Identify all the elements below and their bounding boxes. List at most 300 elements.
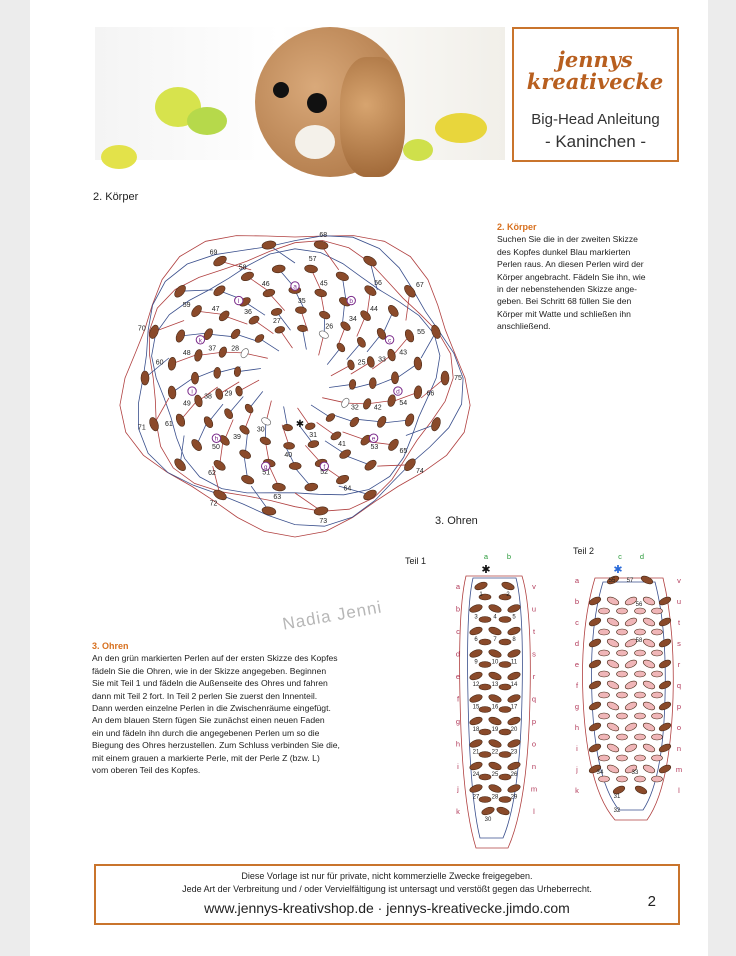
- ear-bead: [599, 608, 610, 614]
- ears-side-heading: 3. Ohren: [92, 641, 129, 651]
- ear-bead: [640, 574, 654, 585]
- bead-number: 55: [417, 329, 425, 337]
- body-bead: [391, 372, 398, 384]
- body-line: anschließend.: [497, 321, 551, 332]
- bead-number: 55: [608, 578, 616, 584]
- ear-right-letter: u: [676, 597, 682, 606]
- ear-bead: [635, 755, 646, 761]
- ear-bead: [599, 650, 610, 656]
- ear-bead: [588, 742, 602, 753]
- bead-number: 64: [343, 485, 352, 493]
- logo: [520, 49, 670, 93]
- ear-bead: [479, 662, 491, 668]
- ear-bead: [652, 776, 663, 782]
- ear-bead: [469, 716, 483, 727]
- ear-bead: [634, 784, 648, 795]
- body-bead: [338, 448, 352, 460]
- bead-number: 54: [399, 400, 408, 408]
- ears-instructions: [92, 640, 412, 776]
- ear-bead: [469, 626, 483, 637]
- ear-bead: [499, 797, 511, 803]
- ear-right-letter: n: [531, 762, 537, 771]
- ear-bead: [588, 679, 602, 690]
- ear-bead: [499, 662, 511, 668]
- bead-number: 66: [426, 390, 435, 398]
- ear-bead: [507, 738, 521, 749]
- bead-number: 38: [204, 393, 212, 401]
- bead-number: 57: [626, 578, 634, 584]
- body-line: in der nebenstehenden Skizze ange-: [497, 284, 637, 295]
- bead-number: 61: [165, 420, 173, 428]
- body-bead: [335, 270, 350, 282]
- bead-number: 13: [491, 682, 499, 688]
- subtitle: Big-Head Anleitung: [531, 111, 660, 128]
- bead-number: 49: [182, 400, 191, 408]
- ear-left-letter: k: [456, 807, 460, 816]
- body-bead: [349, 379, 357, 390]
- letter-marker-label: c: [387, 337, 392, 345]
- body-line: Körper angebracht. Fädeln Sie ihn, wie: [497, 271, 646, 282]
- ear-bead: [588, 721, 602, 732]
- ear-bead: [624, 658, 638, 669]
- body-bead: [259, 436, 272, 446]
- bead-number: 7: [493, 637, 497, 643]
- ears-line: Sie mit Teil 1 und fädeln die Außenseite des Ohres und fahren: [92, 678, 328, 689]
- ear-bead: [652, 755, 663, 761]
- ear-left-letter: a: [455, 582, 461, 591]
- bead-number: 39: [233, 433, 241, 441]
- bead-number: 43: [399, 349, 408, 357]
- letter-marker-label: k: [198, 337, 203, 345]
- bead-number: 28: [491, 794, 499, 801]
- ear-bead: [507, 603, 521, 614]
- letter-marker-label: h: [214, 435, 219, 443]
- bead-number: 34: [349, 316, 357, 324]
- body-side-heading: 2. Körper: [497, 222, 537, 232]
- ear-bead: [479, 797, 491, 803]
- bead-number: 30: [256, 426, 265, 434]
- ear-bead: [635, 650, 646, 656]
- ear-right-letter: r: [677, 660, 681, 669]
- ear-bead: [642, 616, 656, 627]
- body-bead: [325, 412, 337, 423]
- ear-bead: [507, 783, 521, 794]
- body-bead: [274, 325, 285, 334]
- ear-right-letter: m: [675, 765, 683, 774]
- body-bead: [148, 416, 160, 432]
- ear-bead: [617, 629, 628, 635]
- body-bead: [295, 306, 306, 314]
- ear-bead: [599, 692, 610, 698]
- ear-bead: [606, 658, 620, 669]
- ear-bead: [606, 700, 620, 711]
- ear-bead: [588, 637, 602, 648]
- bead-number: 50: [212, 444, 220, 452]
- ear-left-letter: h: [455, 739, 461, 749]
- bead-number: 75: [454, 375, 462, 382]
- ear-bead: [599, 671, 610, 677]
- ear-bead: [588, 700, 602, 711]
- bead-number: 36: [244, 309, 252, 317]
- ear-bead: [617, 755, 628, 761]
- ear-bead: [469, 648, 483, 659]
- body-bead: [335, 474, 350, 486]
- bead-number: 20: [510, 727, 518, 733]
- bead-number: 26: [510, 772, 518, 778]
- body-bead: [340, 397, 351, 409]
- bead-number: 46: [261, 280, 270, 288]
- ear-bead: [658, 721, 672, 732]
- ears-line: mit einem grauen a markierte Perle, mit der Perle Z (bzw. L): [92, 752, 320, 763]
- ear-bead: [617, 650, 628, 656]
- body-bead: [190, 304, 204, 319]
- bead-number: 74: [415, 468, 424, 476]
- bead-number: 11: [510, 659, 518, 666]
- ear-top-label: a: [483, 552, 489, 561]
- bead-number: 56: [635, 602, 643, 608]
- bead-number: 45: [319, 280, 328, 288]
- bead-number: 1: [479, 592, 483, 598]
- letter-marker-label: i: [191, 388, 193, 396]
- thread-path: [329, 384, 352, 387]
- ear-top-label: d: [639, 552, 645, 561]
- ear-bead: [469, 693, 483, 704]
- body-bead: [387, 348, 397, 361]
- bead-number: 42: [373, 404, 382, 412]
- body-bead: [240, 474, 255, 486]
- ears-line: dann mit Teil 2 fort. In Teil 2 perlen Sie zuerst den Innenteil.: [92, 690, 318, 701]
- ear-left-letter: c: [456, 627, 460, 636]
- ear-bead: [599, 713, 610, 719]
- bead-number: 33: [631, 770, 639, 776]
- ear-bead: [499, 684, 511, 690]
- ear-bead: [635, 713, 646, 719]
- ear-bead: [624, 742, 638, 753]
- ears-line: An dem blauen Stern fügen Sie zunächst einen neuen Faden: [92, 715, 325, 726]
- ear-right-letter: o: [531, 739, 537, 749]
- letter-marker-label: e: [371, 435, 376, 443]
- ear-bead: [642, 742, 656, 753]
- bead-number: 71: [137, 424, 146, 432]
- ear-right-letter: u: [531, 604, 537, 614]
- ear-bead: [599, 776, 610, 782]
- footer-notice: Diese Vorlage ist nur für private, nicht kommerzielle Zwecke freigegeben.: [241, 871, 533, 881]
- ear-bead: [606, 595, 620, 606]
- ear-left-letter: f: [456, 694, 460, 704]
- bead-number: 52: [320, 469, 329, 477]
- ear-bead: [624, 721, 638, 732]
- bead-number: 58: [635, 638, 643, 644]
- ear-bead: [658, 637, 672, 648]
- body-line: Körper mit Watte und schließen ihn: [497, 308, 631, 319]
- body-bead: [413, 385, 422, 399]
- ear-bead: [617, 608, 628, 614]
- ear-right-letter: r: [532, 672, 536, 681]
- ears-line: An den grün markierten Perlen auf der ersten Skizze des Kopfes: [92, 653, 338, 664]
- ear-bead: [507, 648, 521, 659]
- ear-bead: [499, 752, 511, 758]
- ear-bead: [507, 671, 521, 682]
- section-ears-heading: 3. Ohren: [435, 515, 478, 527]
- bead-number: 57: [308, 256, 317, 264]
- ear-bead: [479, 729, 491, 735]
- bead-number: 12: [472, 682, 480, 688]
- bead-number: 31: [309, 432, 317, 440]
- ear-bead: [507, 626, 521, 637]
- ear-bead: [488, 626, 502, 637]
- bead-number: 6: [474, 637, 478, 643]
- ear-left-letter: d: [455, 649, 461, 659]
- body-bead: [362, 397, 372, 410]
- ear-right-letter: v: [677, 576, 681, 585]
- center-star-icon: ✱: [295, 419, 305, 430]
- body-line: Suchen Sie die in der zweiten Skizze: [497, 234, 638, 245]
- body-bead: [430, 416, 442, 432]
- ear-left-letter: e: [574, 660, 580, 669]
- thread-path: [238, 369, 261, 372]
- body-bead: [283, 442, 294, 450]
- body-bead: [304, 482, 318, 491]
- ear-bead: [635, 776, 646, 782]
- body-bead: [193, 349, 203, 362]
- bead-number: 24: [472, 772, 480, 778]
- body-bead: [363, 458, 378, 472]
- ear-bead: [507, 761, 521, 772]
- bead-number: 18: [472, 727, 480, 733]
- ear-bead: [642, 637, 656, 648]
- letter-marker-label: g: [263, 463, 268, 471]
- watermark: Nadia Jenni: [281, 597, 384, 634]
- logo-line1: jennys: [557, 47, 633, 72]
- ear-bead: [488, 783, 502, 794]
- ears-line: ein und fädeln ihn durch die angegebenen Perlen um so die: [92, 727, 320, 738]
- ear-bead: [606, 742, 620, 753]
- ear-bead: [469, 671, 483, 682]
- logo-box: [512, 27, 679, 162]
- ear-right-letter: t: [532, 627, 536, 636]
- bead-number: 30: [484, 817, 492, 823]
- footer-copyright: Jede Art der Verbreitung und / oder Vervielfältigung ist untersagt und verstößt gegen das Urheberrecht.: [182, 884, 592, 894]
- ear-teil2-diagram: [555, 548, 683, 838]
- body-diagram: [90, 205, 480, 565]
- body-bead: [318, 310, 331, 320]
- ear-left-letter: b: [455, 604, 461, 614]
- ear-bead: [599, 734, 610, 740]
- body-instructions: [497, 221, 682, 333]
- bead-number: 47: [211, 306, 220, 314]
- ear-top-label: c: [618, 552, 622, 561]
- ear-right-letter: s: [677, 639, 681, 648]
- ear-left-letter: h: [574, 723, 580, 732]
- ear-bead: [479, 639, 491, 645]
- body-bead: [347, 359, 356, 370]
- bead-number: 4: [493, 614, 497, 621]
- ear-bead: [507, 716, 521, 727]
- ear-bead: [606, 679, 620, 690]
- ear-bead: [501, 581, 515, 592]
- ear-bead: [652, 650, 663, 656]
- body-bead: [386, 303, 400, 318]
- ear-bead: [599, 755, 610, 761]
- bead-number: 9: [474, 659, 478, 666]
- bead-number: 27: [273, 317, 281, 325]
- ear-right-letter: q: [531, 694, 537, 704]
- body-bead: [307, 439, 319, 448]
- bead-number: 2: [506, 592, 510, 598]
- ear-bead: [606, 637, 620, 648]
- ear-bead: [617, 713, 628, 719]
- body-bead: [289, 462, 301, 469]
- body-bead: [386, 437, 400, 452]
- body-bead: [190, 438, 204, 453]
- ear-bead: [606, 616, 620, 627]
- ear-bead: [479, 707, 491, 713]
- bead-number: 8: [512, 637, 516, 643]
- ear-bead: [474, 581, 488, 592]
- ear-bead: [488, 716, 502, 727]
- ear-bead: [488, 761, 502, 772]
- bead-number: 34: [596, 770, 604, 776]
- bead-number: 25: [491, 772, 499, 778]
- ear-left-letter: e: [455, 672, 461, 681]
- ear-bead: [469, 783, 483, 794]
- ear-left-letter: g: [574, 702, 580, 711]
- ear-right-letter: n: [676, 744, 682, 753]
- ear-right-letter: l: [533, 807, 535, 816]
- ear-bead: [481, 806, 495, 817]
- bead-number: 58: [238, 264, 247, 272]
- page-title: - Kaninchen -: [544, 132, 647, 151]
- ear-bead: [652, 734, 663, 740]
- ears-line: Dann werden einzelne Perlen in die Zwischenräume eingefügt.: [92, 703, 331, 714]
- ear-bead: [499, 617, 511, 623]
- body-bead: [238, 448, 252, 460]
- body-bead: [260, 416, 272, 427]
- ear-bead: [499, 707, 511, 713]
- bead-number: 22: [491, 749, 499, 756]
- ear-bead: [652, 608, 663, 614]
- body-bead: [167, 386, 176, 400]
- ear-bead: [606, 721, 620, 732]
- body-line: geben. Bei Schritt 68 füllen Sie den: [497, 296, 632, 307]
- ear-bead: [479, 752, 491, 758]
- ear-bead: [617, 671, 628, 677]
- bead-number: 65: [399, 447, 408, 455]
- ear-right-letter: s: [532, 649, 536, 659]
- body-bead: [335, 342, 346, 354]
- start-star-icon: ✱: [481, 564, 491, 576]
- ear-bead: [588, 658, 602, 669]
- ear-teil1-diagram: [418, 548, 538, 858]
- ear-bead: [499, 774, 511, 780]
- ear-bead: [652, 692, 663, 698]
- ear-bead: [642, 700, 656, 711]
- bead-number: 51: [262, 469, 271, 477]
- ear-right-letter: q: [676, 681, 682, 690]
- thread-path: [139, 236, 464, 527]
- teil1-label: Teil 1: [405, 556, 427, 566]
- bead-number: 21: [472, 749, 480, 756]
- body-bead: [369, 377, 377, 388]
- ear-bead: [507, 693, 521, 704]
- page-number: 2: [647, 893, 656, 910]
- bead-number: 5: [512, 614, 516, 621]
- ear-left-letter: d: [574, 639, 580, 648]
- body-bead: [413, 357, 422, 371]
- body-bead: [215, 388, 224, 400]
- ear-bead: [617, 692, 628, 698]
- bead-number: 33: [378, 356, 386, 364]
- letter-marker-label: b: [349, 298, 354, 306]
- ear-right-letter: o: [676, 723, 682, 732]
- ear-bead: [635, 692, 646, 698]
- bead-number: 60: [155, 359, 164, 367]
- ear-right-letter: p: [531, 717, 537, 726]
- bead-number: 53: [370, 443, 379, 451]
- footer: [94, 864, 680, 925]
- bead-number: 26: [325, 323, 334, 331]
- ear-bead: [642, 658, 656, 669]
- body-bead: [234, 366, 242, 377]
- ears-line: fädeln Sie die Ohren, wie in der Skizze angegeben. Beginnen: [92, 665, 327, 676]
- section-body-heading: 2. Körper: [93, 191, 139, 203]
- bead-number: 59: [182, 302, 191, 310]
- body-bead: [305, 422, 316, 431]
- bead-number: 29: [510, 794, 518, 801]
- body-bead: [262, 288, 275, 298]
- body-bead: [239, 347, 250, 359]
- ear-right-letter: m: [530, 784, 538, 794]
- ear-bead: [642, 721, 656, 732]
- ear-bead: [488, 738, 502, 749]
- ear-left-letter: a: [574, 576, 580, 585]
- ear-bead: [642, 763, 656, 774]
- bead-number: 32: [350, 404, 359, 412]
- ear-left-letter: i: [576, 744, 578, 753]
- body-bead: [213, 367, 221, 378]
- ear-bead: [617, 734, 628, 740]
- footer-website[interactable]: www.jennys-kreativshop.de · jennys-kreativecke.jimdo.com: [204, 900, 570, 916]
- ear-bead: [617, 776, 628, 782]
- bead-number: 16: [491, 704, 499, 711]
- body-bead: [244, 403, 255, 415]
- ear-left-letter: g: [455, 717, 461, 726]
- header-photo: [95, 27, 505, 160]
- body-bead: [193, 394, 203, 407]
- bead-number: 25: [357, 359, 366, 367]
- bead-number: 17: [510, 704, 518, 711]
- ear-bead: [469, 603, 483, 614]
- body-bead: [254, 333, 266, 344]
- body-line: Perlen raus. An diesen Perlen wird der: [497, 259, 644, 270]
- ear-bead: [488, 603, 502, 614]
- ear-bead: [488, 671, 502, 682]
- body-bead: [191, 372, 198, 384]
- bead-number: 28: [231, 345, 240, 353]
- bead-number: 27: [472, 794, 480, 801]
- ear-bead: [652, 713, 663, 719]
- bead-number: 29: [224, 390, 233, 398]
- bead-number: 37: [208, 345, 217, 353]
- body-bead: [376, 415, 388, 429]
- letter-marker-label: d: [396, 388, 400, 396]
- bead-number: 63: [273, 493, 282, 501]
- ear-bead: [635, 629, 646, 635]
- ear-bead: [652, 671, 663, 677]
- ear-left-letter: k: [575, 786, 579, 795]
- body-bead: [348, 416, 360, 429]
- body-bead: [167, 357, 176, 371]
